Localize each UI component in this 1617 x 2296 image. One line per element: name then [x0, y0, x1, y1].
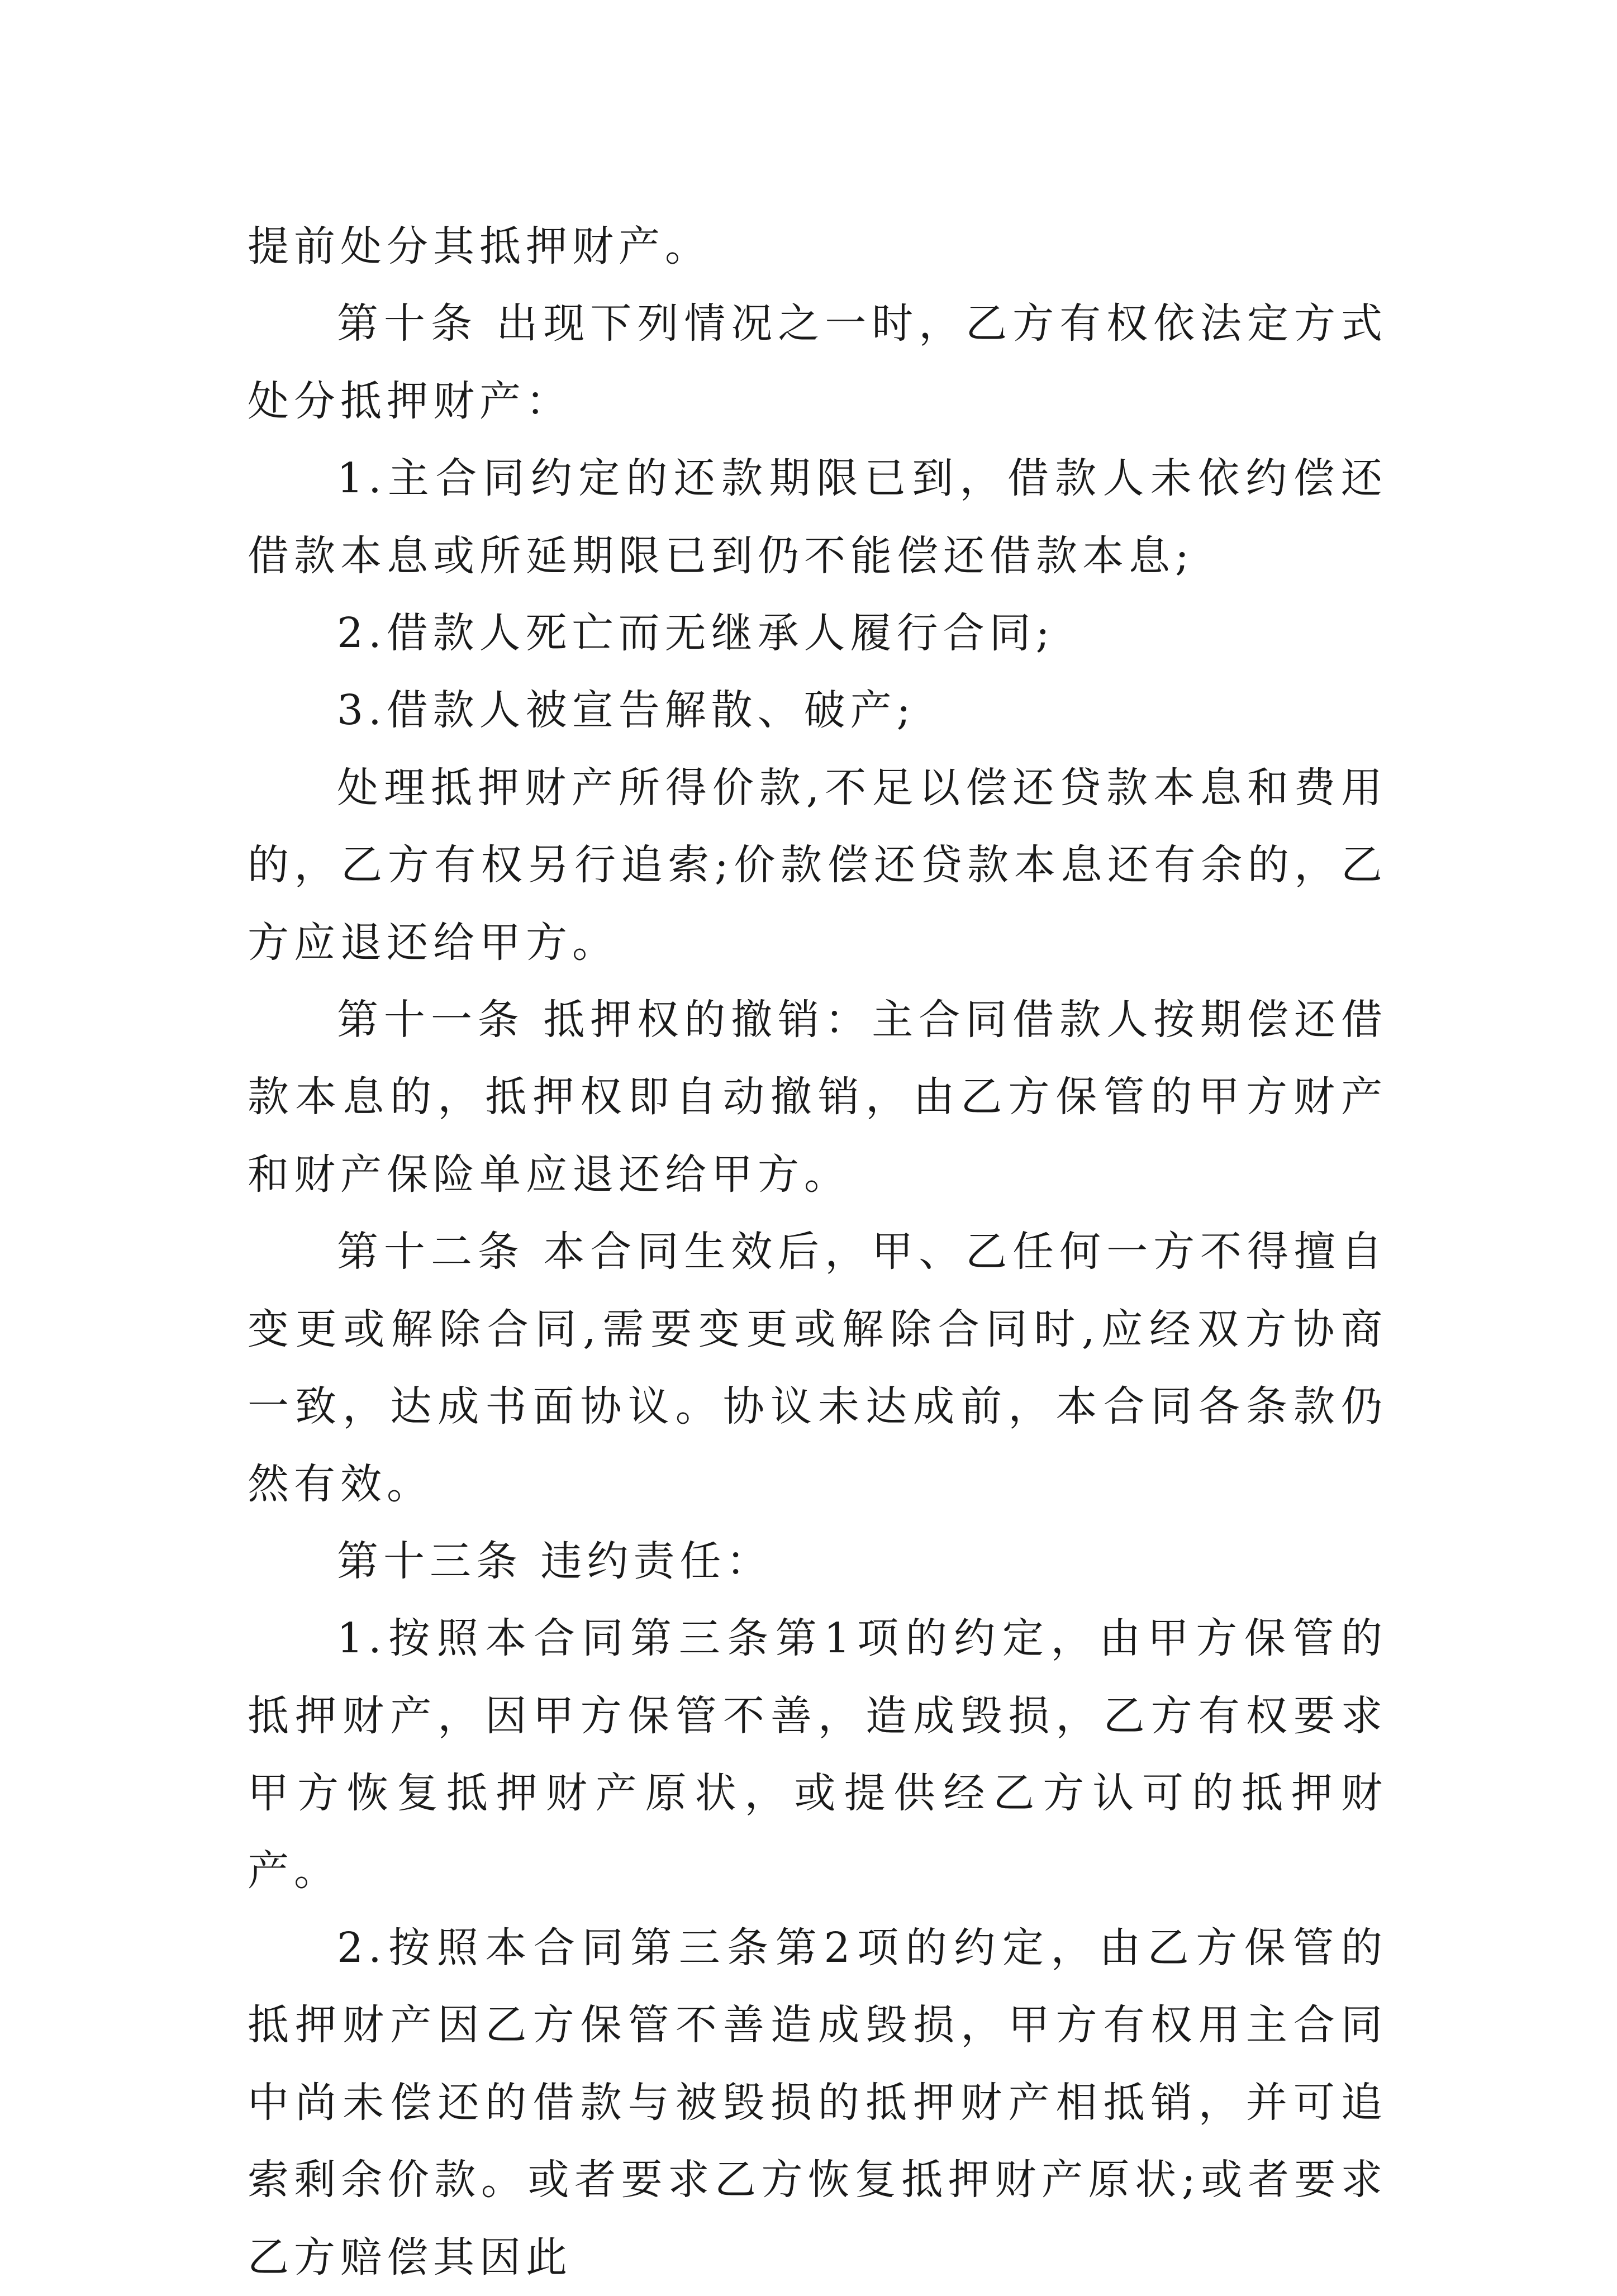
paragraph-proceeds: 处理抵押财产所得价款,不足以偿还贷款本息和费用的，乙方有权另行追索;价款偿还贷款本息还有余的，乙方应退还给甲方。: [248, 763, 1387, 967]
paragraph-article-10-item-2: 2.借款人死亡而无继承人履行合同;: [337, 609, 1055, 658]
paragraph-article-12: 第十二条 本合同生效后，甲、乙任何一方不得擅自变更或解除合同,需要变更或解除合同时,应经双方协商一致，达成书面协议。协议未达成前，本合同各条款仍然有效。: [248, 1228, 1387, 1508]
paragraph-article-10-item-3: 3.借款人被宣告解散、破产;: [337, 686, 916, 735]
paragraph-article-13-item-1: 1.按照本合同第三条第1项的约定，由甲方保管的抵押财产，因甲方保管不善，造成毁损，乙方有权要求甲方恢复抵押财产原状，或提供经乙方认可的抵押财产。: [248, 1614, 1387, 1895]
paragraph-article-13-item-2: 2.按照本合同第三条第2项的约定，由乙方保管的抵押财产因乙方保管不善造成毁损，甲方有权用主合同中尚未偿还的借款与被毁损的抵押财产相抵销，并可追索剩余价款。或者要求乙方恢复抵押财产原状;或者要求乙方赔偿其因此: [248, 1923, 1387, 2281]
paragraph-article-10: 第十条 出现下列情况之一时，乙方有权依法定方式处分抵押财产：: [248, 300, 1387, 425]
paragraph-article-11: 第十一条 抵押权的撤销：主合同借款人按期偿还借款本息的，抵押权即自动撤销，由乙方保管的甲方财产和财产保险单应退还给甲方。: [248, 996, 1387, 1199]
paragraph-article-13: 第十三条 违约责任：: [337, 1537, 773, 1585]
document-body: [248, 208, 1387, 2296]
paragraph-article-10-item-1: 1.主合同约定的还款期限已到，借款人未依约偿还借款本息或所延期限已到仍不能偿还借款本息;: [248, 454, 1387, 580]
paragraph-continuation: 提前处分其抵押财产。: [248, 222, 711, 270]
